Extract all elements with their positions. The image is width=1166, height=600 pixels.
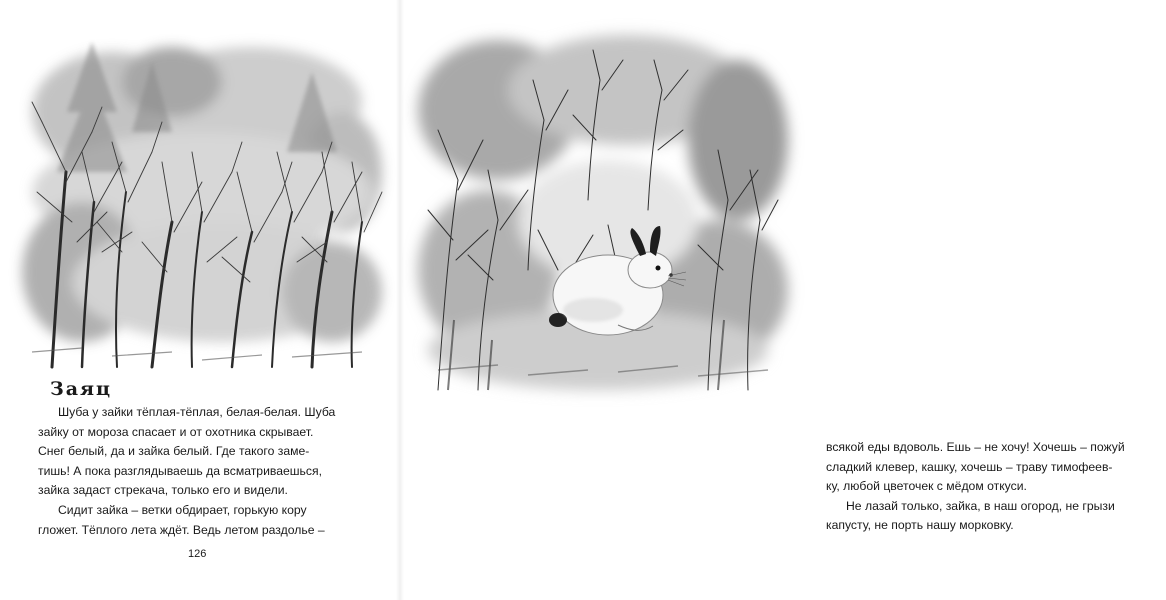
text-line: зайку от мороза спасает и от охотника скрывает. [38, 424, 314, 439]
page-number: 126 [188, 548, 207, 560]
text-line: всякой еды вдоволь. Ешь – не хочу! Хочешь – пожуй [826, 440, 1125, 454]
text-line: зайка задаст стрекача, только его и видели. [38, 483, 288, 498]
text-line: сладкий клевер, кашку, хочешь – траву тимофеев- [826, 459, 1113, 474]
winter-forest-illustration [22, 22, 384, 372]
text-line: гложет. Тёплого лета ждёт. Ведь летом раздолье – [38, 522, 325, 537]
text-line: Не лазай только, зайка, в наш огород, не грызи [846, 498, 1115, 513]
text-line: Снег белый, да и зайка белый. Где такого заме- [38, 444, 310, 459]
text-line: Шуба у зайки тёплая-тёплая, белая-белая. Шуба [58, 405, 336, 419]
left-page-text [38, 403, 370, 540]
story-title: Заяц [50, 378, 113, 400]
hare-in-snow-illustration [418, 20, 780, 400]
text-line: тишь! А пока разглядываешь да всматриваешься, [38, 463, 322, 478]
text-line: ку, любой цветочек с мёдом откуси. [826, 479, 1027, 494]
right-page-text [826, 438, 1166, 536]
left-page [0, 0, 400, 600]
text-line: капусту, не порть нашу морковку. [826, 518, 1014, 533]
text-line: Сидит зайка – ветки обдирает, горькую кору [58, 502, 307, 517]
